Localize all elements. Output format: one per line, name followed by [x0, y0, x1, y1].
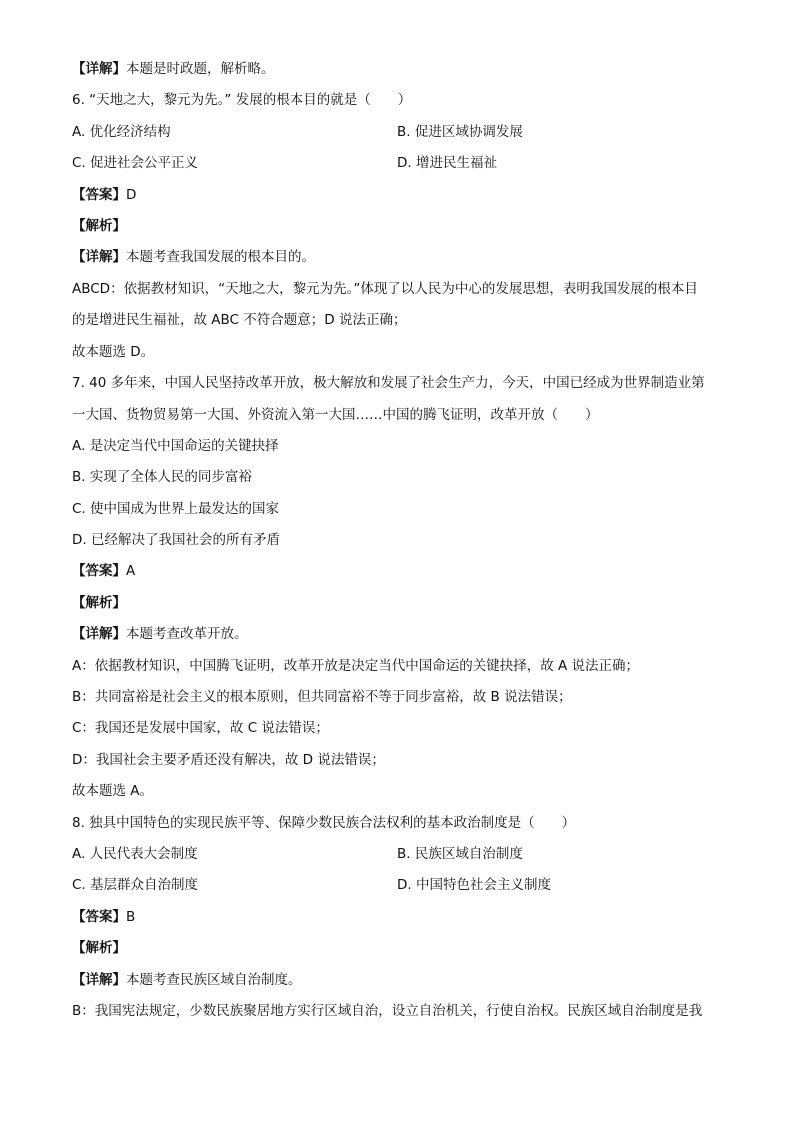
line-text: 8. 独具中国特色的实现民族平等、保障少数民族合法权利的基本政治制度是（ ）: [72, 815, 576, 831]
options-row: [72, 148, 734, 179]
text-line: [72, 211, 734, 242]
text-line: [72, 996, 734, 1027]
text-line: [72, 462, 734, 493]
option-left: C. 促进社会公平正义: [72, 155, 199, 171]
options-row: [72, 117, 734, 148]
line-text: D: [126, 187, 137, 203]
text-line: [72, 556, 734, 587]
text-line: [72, 933, 734, 964]
line-text: 的是增进民生福祉，故 ABC 不符合题意；D 说法正确；: [72, 312, 407, 328]
text-line: [72, 745, 734, 776]
section-tag: 【详解】: [72, 249, 126, 265]
text-line: [72, 682, 734, 713]
line-text: 故本题选 D。: [72, 344, 155, 360]
option-right: D. 增进民生福祉: [397, 155, 497, 171]
text-line: [72, 400, 734, 431]
line-text: 本题是时政题，解析略。: [126, 61, 275, 77]
option-right: D. 中国特色社会主义制度: [397, 877, 551, 893]
line-text: 本题考查改革开放。: [126, 626, 248, 642]
text-line: [72, 808, 734, 839]
line-text: D：我国社会主要矛盾还没有解决，故 D 说法错误；: [72, 752, 385, 768]
line-text: 本题考查我国发展的根本目的。: [126, 249, 315, 265]
text-line: [72, 713, 734, 744]
text-line: [72, 525, 734, 556]
section-tag: 【详解】: [72, 972, 126, 988]
line-text: ABCD：依据教材知识，“天地之大，黎元为先。”体现了以人民为中心的发展思想，表明我国发展的根本目: [72, 281, 698, 297]
line-text: C. 使中国成为世界上最发达的国家: [72, 501, 280, 517]
text-line: [72, 776, 734, 807]
line-text: 故本题选 A。: [72, 783, 154, 799]
option-left: A. 人民代表大会制度: [72, 846, 198, 862]
text-line: [72, 85, 734, 116]
section-tag: 【答案】: [72, 187, 126, 203]
text-line: [72, 588, 734, 619]
text-line: [72, 337, 734, 368]
line-text: B：我国宪法规定，少数民族聚居地方实行区域自治，设立自治机关，行使自治权。民族区域自治制度是我: [72, 1003, 703, 1019]
section-tag: 【解析】: [72, 940, 126, 956]
text-line: [72, 54, 734, 85]
section-tag: 【答案】: [72, 563, 126, 579]
text-line: [72, 902, 734, 933]
text-line: [72, 242, 734, 273]
options-row: [72, 839, 734, 870]
line-text: C：我国还是发展中国家，故 C 说法错误；: [72, 720, 329, 736]
section-tag: 【解析】: [72, 218, 126, 234]
section-tag: 【详解】: [72, 61, 126, 77]
line-text: D. 已经解决了我国社会的所有矛盾: [72, 532, 280, 548]
text-line: [72, 651, 734, 682]
line-text: A：依据教材知识，中国腾飞证明，改革开放是决定当代中国命运的关键抉择，故 A 说法正确；: [72, 658, 640, 674]
line-text: 6. “天地之大，黎元为先。” 发展的根本目的就是（ ）: [72, 92, 412, 108]
option-left: C. 基层群众自治制度: [72, 877, 199, 893]
line-text: B. 实现了全体人民的同步富裕: [72, 469, 252, 485]
line-text: 7. 40 多年来，中国人民坚持改革开放，极大解放和发展了社会生产力，今天，中国已经成为世界制造业第: [72, 375, 705, 391]
option-right: B. 促进区域协调发展: [397, 124, 523, 140]
line-text: A: [126, 563, 136, 579]
option-right: B. 民族区域自治制度: [397, 846, 523, 862]
text-line: [72, 274, 734, 305]
text-line: [72, 619, 734, 650]
section-tag: 【解析】: [72, 595, 126, 611]
text-line: [72, 305, 734, 336]
text-line: [72, 180, 734, 211]
option-left: A. 优化经济结构: [72, 124, 171, 140]
text-line: [72, 431, 734, 462]
line-text: A. 是决定当代中国命运的关键抉择: [72, 438, 279, 454]
options-row: [72, 870, 734, 901]
line-text: B：共同富裕是社会主义的根本原则，但共同富裕不等于同步富裕，故 B 说法错误；: [72, 689, 572, 705]
line-text: 本题考查民族区域自治制度。: [126, 972, 302, 988]
text-line: [72, 368, 734, 399]
section-tag: 【答案】: [72, 909, 126, 925]
line-text: 一大国、货物贸易第一大国、外资流入第一大国……中国的腾飞证明，改革开放（ ）: [72, 407, 599, 423]
section-tag: 【详解】: [72, 626, 126, 642]
line-text: B: [126, 909, 136, 925]
text-line: [72, 965, 734, 996]
text-line: [72, 494, 734, 525]
